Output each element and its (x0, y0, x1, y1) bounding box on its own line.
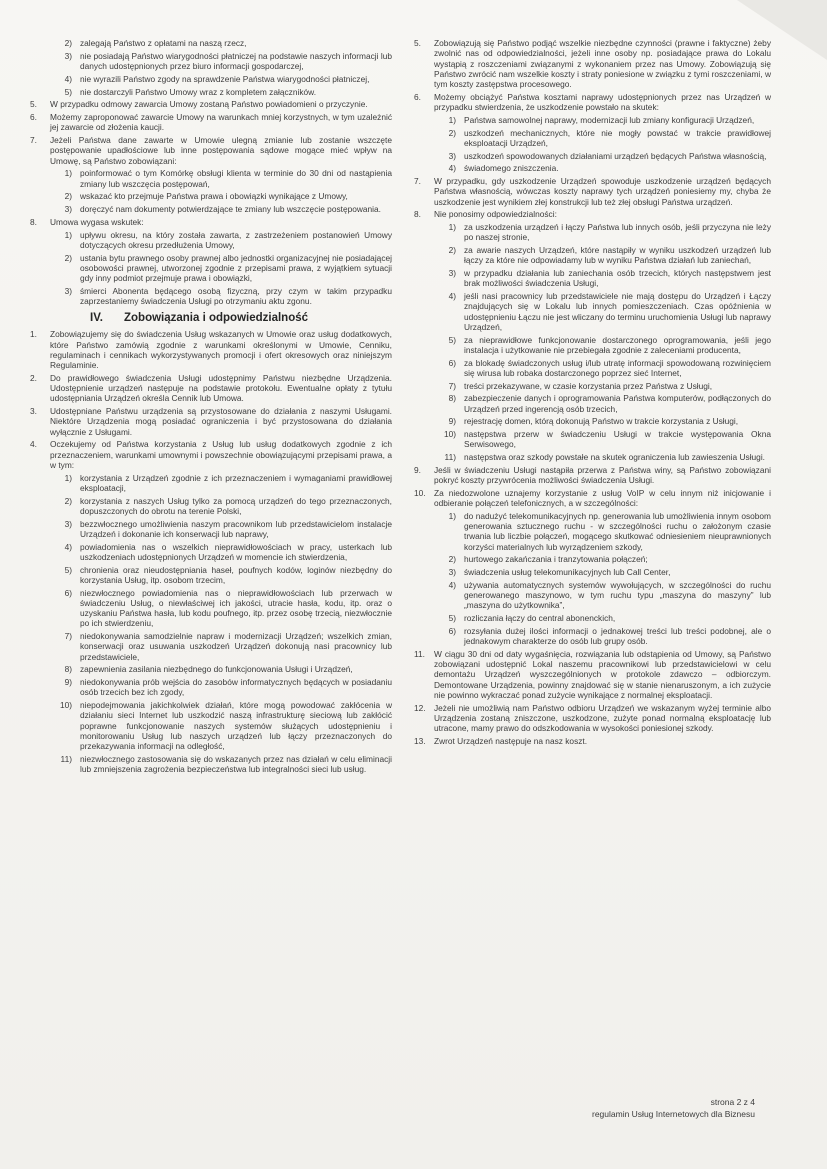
sub-item (50, 677, 392, 698)
item-text: następstwa przerw w świadczeniu Usługi w trakcie występowania Okna Serwisowego, (464, 429, 771, 450)
right-column (414, 38, 771, 749)
sub-item (50, 204, 392, 214)
item-text: rozliczania łączy do central abonenckich, (464, 613, 616, 623)
item-text: Umowa wygasa wskutek: (50, 216, 144, 227)
item-number: 10) (59, 700, 72, 710)
sub-item (50, 74, 392, 84)
paragraph-item (30, 112, 392, 133)
item-text: za blokadę świadczonych usług i/lub utratę informacji spowodowaną rozwinięciem się wirusa lub robaka dostarczonego poprzez sieć Internet, (464, 357, 771, 378)
item-text: nie dostarczyli Państwo Umowy wraz z kompletem załączników. (80, 86, 317, 97)
paragraph-item (30, 135, 392, 166)
paragraph-item (414, 176, 771, 207)
sub-item (434, 335, 771, 356)
item-text: rozsyłania dużej ilości informacji o jednakowej treści lub treści podobnej, ale o jednakowym charakterze do osób lub grupy osób. (464, 625, 771, 646)
item-text: świadomego zniszczenia. (464, 163, 559, 174)
paragraph-item (30, 217, 392, 227)
sub-item (50, 191, 392, 201)
item-number: 2) (64, 252, 72, 263)
item-text: korzystania z naszych Usług tylko za pomocą urządzeń do tego przeznaczonych, dopuszczonych do obrotu na terenie Polski, (80, 495, 392, 516)
sub-item (434, 554, 771, 564)
item-number: 1) (64, 168, 72, 179)
item-number: 11) (60, 753, 72, 764)
sub-item (50, 754, 392, 775)
sub-item (50, 38, 392, 48)
item-text: Zobowiązują się Państwo podjąć wszelkie niezbędne czynności (prawne i faktyczne) żeby zwolnić nas od odpowiedzialności, jeżeli inne osoby np. posiadające prawa do Lokalu wystąpią z roszczeniami związanymi z wykonaniem przez nas Umowy. Zobowiązują się Państwo zwrócić nam wszelkie koszty i straty poniesione w związku z tymi roszczeniami, w tym koszty zastępstwa procesowego. (434, 38, 771, 89)
page-footer (592, 1096, 755, 1120)
left-column (30, 38, 392, 777)
sub-item (50, 519, 392, 540)
item-text: niepodejmowania jakichkolwiek działań, które mogą powodować zakłócenia w działaniu sieci Internet lub uszkodzić naszą infrastrukturę sieciową lub zakłócić poprawne funkcjonowanie naszych systemów służących udostępnieniu i monitorowaniu Usług lub naszych urządzeń lub łączy przeznaczonych do przekazywania informacji na odległość, (80, 700, 392, 751)
item-text: niedokonywania samodzielnie napraw i modernizacji Urządzeń; wszelkich zmian, konserwacji oraz usuwania uszkodzeń Urządzeń dokonują nasi pracownicy lub przedstawiciele, (80, 631, 392, 662)
item-text: następstwa oraz szkody powstałe na skutek ograniczenia lub zawieszenia Usługi. (464, 452, 765, 462)
sub-item (434, 128, 771, 149)
item-text: zalegają Państwo z opłatami na naszą rzecz, (80, 38, 247, 48)
item-text: uszkodzeń spowodowanych działaniami urządzeń będących Państwa własnością, (464, 150, 767, 161)
item-number: 5) (64, 564, 72, 575)
item-number: 3) (64, 204, 72, 214)
item-number: 1) (64, 229, 72, 240)
item-number: 7) (64, 631, 72, 641)
item-number: 3) (448, 268, 456, 278)
sub-item (434, 429, 771, 450)
sub-item (50, 588, 392, 629)
item-number: 3) (448, 150, 456, 161)
sub-item (50, 664, 392, 674)
item-text: w przypadku działania lub zaniechania osób trzecich, których następstwem jest brak możliwości świadczenia Usługi, (464, 268, 771, 289)
sub-item (434, 511, 771, 552)
section-number: IV. (90, 312, 104, 325)
item-text: za nieprawidłowe funkcjonowanie dostarczonego oprogramowania, jeśli jego instalacja i użytkowanie nie przebiegała zgodnie z zaleceniami producenta, (464, 334, 771, 355)
sub-item (434, 567, 771, 577)
sub-item (50, 542, 392, 563)
item-number: 4) (448, 291, 456, 301)
item-number: 2) (448, 245, 456, 255)
item-number: 2. (30, 372, 37, 383)
item-number: 8) (64, 664, 72, 675)
item-text: poinformować o tym Komórkę obsługi klienta w terminie do 30 dni od nastąpienia zmiany lub wszczęcia postępowań, (80, 168, 392, 189)
item-number: 4) (64, 541, 72, 552)
item-number: 2) (64, 495, 72, 506)
item-number: 6) (64, 587, 72, 598)
item-number: 1. (30, 329, 37, 340)
paragraph-item (30, 329, 392, 370)
item-text: Państwa samowolnej naprawy, modernizacji lub zmiany konfiguracji Urządzeń, (464, 114, 755, 125)
item-number: 11. (414, 648, 425, 659)
sub-item (434, 452, 771, 462)
item-text: za awarie naszych Urządzeń, które nastąpiły w wyniku uszkodzeń urządzeń lub łączy za które nie odpowiadamy lub w wyniku Państwa działań lub zaniechań, (464, 245, 771, 266)
item-text: ustania bytu prawnego osoby prawnej albo jednostki organizacyjnej nie posiadającej osobowości prawnej, utworzonej zgodnie z przepisami prawa, z wyjątkiem sytuacji gdy inny podmiot przejmuje prawa i obowiązki, (80, 252, 392, 283)
paragraph-item (30, 99, 392, 109)
item-number: 4. (30, 439, 37, 450)
item-text: treści przekazywane, w czasie korzystania przez Państwa z Usługi, (464, 380, 713, 391)
item-number: 2) (448, 127, 456, 138)
page-number: strona 2 z 4 (710, 1097, 755, 1107)
item-number: 2) (64, 38, 72, 48)
item-number: 7) (448, 380, 456, 391)
item-text: Jeżeli Państwa dane zawarte w Umowie ulegną zmianie lub zostanie wszczęte postępowanie upadłościowe lub inne postępowania sądowe mogące mieć wpływ na Umowę, są Państwo zobowiązani: (50, 135, 392, 166)
item-text: Zwrot Urządzeń następuje na nasz koszt. (434, 735, 588, 746)
item-number: 3) (64, 285, 72, 296)
item-number: 6. (414, 91, 421, 102)
sub-item (50, 565, 392, 586)
sub-item (434, 613, 771, 623)
paragraph-item (414, 703, 771, 734)
sub-item (434, 626, 771, 647)
item-text: doręczyć nam dokumenty potwierdzające te zmiany lub wszczęcie postępowania. (80, 204, 381, 214)
paragraph-item (414, 736, 771, 746)
item-number: 4) (448, 579, 456, 590)
paragraph-item (414, 209, 771, 219)
item-text: zabezpieczenie danych i oprogramowania Państwa komputerów, podłączonych do Urządzeń przed ingerencją osób trzecich, (464, 393, 771, 414)
item-text: upływu okresu, na który została zawarta, z zastrzeżeniem postanowień Umowy dotyczących okresu przedłużenia Umowy, (80, 229, 392, 250)
item-text: używania automatycznych systemów wywołujących, w szczególności do ruchu generowanego maszynowo, w tym ruchu typu „maszyna do maszyny” lub „maszyna do użytkownika”, (464, 579, 771, 611)
item-number: 2) (64, 191, 72, 202)
sub-item (50, 230, 392, 251)
item-text: niezwłocznego zastosowania się do wskazanych przez nas działań w celu eliminacji lub zmniejszenia zagrożenia bezpieczeństwa lub integralności sieci lub usług. (80, 753, 392, 774)
item-number: 9. (414, 464, 421, 475)
sub-item (50, 286, 392, 307)
item-number: 12. (414, 702, 426, 713)
item-number: 1) (448, 510, 456, 521)
section-heading (90, 311, 392, 325)
item-text: korzystania z Urządzeń zgodnie z ich przeznaczeniem i wymaganiami prawidłowej eksploatacji, (80, 472, 392, 493)
sub-item (434, 163, 771, 173)
item-number: 8. (30, 216, 37, 227)
sub-item (434, 115, 771, 125)
item-text: nie posiadają Państwo wiarygodności płatniczej na podstawie naszych informacji lub danych udostępnionych przez biuro informacji gospodarczej, (80, 50, 392, 71)
item-number: 10. (414, 487, 426, 498)
item-text: bezzwłocznego umożliwienia naszym pracownikom lub przedstawicielom instalacje Urządzeń i dokonanie ich konserwacji lub naprawy, (80, 518, 392, 539)
item-text: rejestrację domen, którą dokonują Państwo w trakcie korzystania z Usługi, (464, 416, 739, 427)
sub-item (434, 393, 771, 414)
item-text: Jeżeli nie umożliwią nam Państwo odbioru Urządzeń we wskazanym wyżej terminie albo Urządzenia zostaną zniszczone, uszkodzone, zużyte ponad normalną eksploatację lub utracone, mamy prawo do odszkodowania w wysokości poniesionej szkody. (434, 702, 771, 733)
item-number: 7. (30, 135, 37, 145)
item-text: Możemy obciążyć Państwa kosztami naprawy udostępnionych przez nas Urządzeń w przypadku stwierdzenia, że uszkodzenie powstało na skutek: (434, 91, 771, 112)
item-text: niezwłocznego powiadomienia nas o nieprawidłowościach lub przerwach w świadczeniu Usług, o niewłaściwej ich jakości, utracie hasła, kodu, itp. oraz o uzyskaniu Państwa hasła, lub kodu poufnego, itp. przez osobę trzecią, niezwłocznie po ich stwierdzeniu, (80, 587, 392, 629)
item-text: jeśli nasi pracownicy lub przedstawiciele nie mają dostępu do Urządzeń i Łączy znajdujących się w Lokalu lub innych pomieszczeniach. Czas opóźnienia w udostępnieniu Łączu nie jest wliczany do terminu uruchomienia Usługi lub naprawy Urządzeń, (464, 291, 771, 332)
item-number: 5) (448, 613, 456, 623)
paragraph-item (30, 406, 392, 437)
item-text: Jeśli w świadczeniu Usługi nastąpiła przerwa z Państwa winy, są Państwo zobowiązani pokryć koszty przywrócenia możliwości świadczenia Usługi. (434, 464, 771, 485)
item-number: 3) (448, 567, 456, 577)
item-number: 3) (64, 518, 72, 529)
item-text: zapewnienia zasilania niezbędnego do funkcjonowania Usługi i Urządzeń, (80, 664, 353, 675)
section-title: Zobowiązania i odpowiedzialność (124, 312, 309, 325)
item-text: W przypadku odmowy zawarcia Umowy zostaną Państwo powiadomieni o przyczynie. (50, 99, 368, 110)
item-text: chronienia oraz nieudostępniania haseł, poufnych kodów, loginów niezbędny do korzystania Usług, itp. osobom trzecim, (80, 564, 392, 585)
item-text: hurtowego zakańczania i tranzytowania połączeń; (464, 554, 648, 565)
sub-item (50, 87, 392, 97)
sub-item (434, 358, 771, 379)
sub-item (50, 253, 392, 284)
document-title: regulamin Usług Internetowych dla Biznesu (591, 1109, 755, 1119)
item-text: do nadużyć telekomunikacyjnych np. generowania lub umożliwienia innym osobom generowania sztucznego ruchu - w szczególności ruchu o założonym czasie trwania lub liczbie połączeń, mogącego skutkować odniesieniem nieuprawnionych korzyści materialnych lub wyrządzeniem szkody, (464, 510, 771, 552)
sub-item (434, 381, 771, 391)
item-text: wskazać kto przejmuje Państwa prawa i obowiązki wynikające z Umowy, (80, 191, 348, 202)
item-number: 5) (64, 86, 72, 97)
item-text: Możemy zaproponować zawarcie Umowy na warunkach mniej korzystnych, w tym uzależnić jej zawarcie od złożenia kaucji. (50, 112, 392, 133)
item-number: 10) (443, 429, 456, 439)
item-number: 7. (414, 176, 421, 186)
sub-item (50, 168, 392, 189)
item-text: Za niedozwolone uznajemy korzystanie z usług VoIP w celu innym niż inicjowanie i odbieranie połączeń telefonicznych, a w szczególności: (434, 487, 771, 508)
item-number: 5) (448, 334, 456, 345)
item-text: Do prawidłowego świadczenia Usługi udostępnimy Państwu niezbędne Urządzenia. Udostępnienie urządzeń następuje na podstawie protokołu. Ewentualne opłaty z tytułu udostępniania Urządzeń określa Cennik lub Umowa. (50, 372, 392, 404)
item-text: świadczenia usług telekomunikacyjnych lub Call Center, (464, 567, 671, 577)
item-number: 1) (448, 222, 456, 232)
sub-item (50, 496, 392, 517)
sub-item (434, 416, 771, 426)
sub-item (434, 222, 771, 243)
sub-item (434, 151, 771, 161)
sub-item (434, 245, 771, 266)
item-text: Oczekujemy od Państwa korzystania z Usług lub usług dodatkowych zgodnie z ich przeznaczeniem, warunkami umownymi i powszechnie obowiązującymi przepisami prawa, a w tym: (50, 439, 392, 470)
paragraph-item (414, 92, 771, 113)
item-number: 1) (448, 114, 456, 125)
item-number: 2) (448, 554, 456, 565)
item-text: Zobowiązujemy się do świadczenia Usług wskazanych w Umowie oraz usług dodatkowych, które Państwo zamówią zgodnie z warunkami określonymi w Umowie, Cenniku, regulaminach i cennikach wykorzystywanych promocji i ofert okresowych oraz niniejszym Regulaminie. (50, 329, 392, 370)
item-number: 8. (414, 209, 421, 220)
item-number: 9) (64, 677, 72, 687)
item-text: Nie ponosimy odpowiedzialności: (434, 209, 557, 220)
item-number: 9) (448, 416, 456, 427)
item-number: 1) (64, 472, 72, 483)
item-number: 3. (30, 406, 37, 416)
paragraph-item (414, 38, 771, 89)
item-number: 6. (30, 112, 37, 122)
item-number: 6) (448, 625, 456, 636)
paragraph-item (30, 373, 392, 404)
paragraph-item (414, 465, 771, 486)
sub-item (434, 268, 771, 289)
item-number: 8) (448, 393, 456, 404)
item-text: powiadomienia nas o wszelkich nieprawidłowościach w pracy, usterkach lub uszkodzeniach udostępnionych Urządzeń w momencie ich stwierdzenia, (80, 541, 392, 562)
item-text: uszkodzeń mechanicznych, które nie mogły powstać w trakcie prawidłowej eksploatacji Urządzeń, (464, 127, 771, 148)
item-text: nie wyrazili Państwo zgody na sprawdzenie Państwa wiarygodności płatniczej, (80, 73, 370, 84)
item-number: 5. (30, 99, 37, 110)
item-number: 13. (414, 735, 426, 746)
item-number: 4) (64, 73, 72, 84)
sub-item (50, 51, 392, 72)
item-number: 11) (444, 452, 456, 462)
item-text: śmierci Abonenta będącego osobą fizyczną, przy czym w takim przypadku zaprzestaniemy świadczenia Usługi po otrzymaniu aktu zgonu. (80, 285, 392, 306)
paragraph-item (30, 439, 392, 470)
sub-item (434, 291, 771, 332)
paragraph-item (414, 488, 771, 509)
sub-item (50, 700, 392, 751)
item-number: 4) (448, 163, 456, 174)
item-number: 6) (448, 357, 456, 368)
sub-item (50, 473, 392, 494)
item-text: W przypadku, gdy uszkodzenie Urządzeń spowoduje uszkodzenie urządzeń będących Państwa własnością, wówczas koszty naprawy tych urządzeń poniesiemy my, chyba że uszkodzenie jest wynikiem złej konstrukcji lub też złej obsługi Państwa urządzeń. (434, 176, 771, 207)
item-text: W ciągu 30 dni od daty wygaśnięcia, rozwiązania lub odstąpienia od Umowy, są Państwo zobowiązani udostępnić Lokal naszemu pracownikowi lub przedstawicielowi w celu demontażu Urządzeń wyszczególnionych w protokole zdawczo – odbiorczym. Demontowane Urządzenia, powinny znajdować się w stanie nienaruszonym, a ich zużycie nie powinno wykraczać ponad zużycie wynikające z normalnej eksploatacji. (434, 648, 771, 700)
item-text: Udostępniane Państwu urządzenia są przystosowane do działania z naszymi Usługami. Niektóre Urządzenia mogą posiadać ograniczenia i być przystosowana do działania wyłącznie z Usługami. (50, 406, 392, 437)
paragraph-item (414, 649, 771, 700)
item-text: niedokonywania prób wejścia do zasobów informatycznych będących w posiadaniu osób trzecich bez ich zgody, (80, 677, 392, 698)
item-text: za uszkodzenia urządzeń i łączy Państwa lub innych osób, jeśli przyczyna nie leży po naszej stronie, (464, 222, 771, 243)
item-number: 5. (414, 38, 421, 48)
sub-item (50, 631, 392, 662)
item-number: 3) (64, 50, 72, 61)
sub-item (434, 580, 771, 611)
